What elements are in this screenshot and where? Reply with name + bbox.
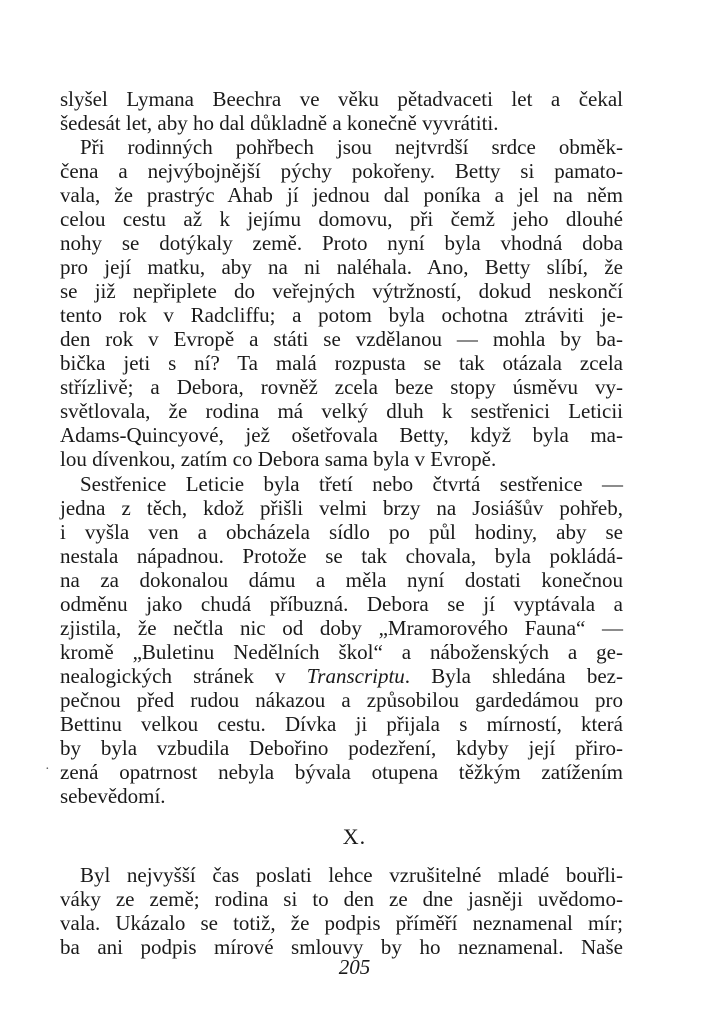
text-segment: nealogických stránek v [60, 664, 307, 688]
text-line: střízlivě; a Debora, rovněž zcela beze stopy úsměvu vy- [60, 375, 623, 399]
text-line: pro její matku, aby na ni naléhala. Ano, Betty slíbí, že [60, 255, 623, 279]
page-number: 205 [338, 955, 371, 979]
text-line: nestala nápadnou. Protože se tak chovala, byla pokládá- [60, 544, 623, 568]
text-line: pečnou před rudou nákazou a způsobilou gardedámou pro [60, 688, 623, 712]
text-line: celou cestu až k jejímu domovu, při čemž jeho dlouhé [60, 207, 623, 231]
text-line: den rok v Evropě a státi se vzdělanou — mohla by ba- [60, 327, 623, 351]
margin-dot: · [45, 762, 50, 777]
text-line: tento rok v Radcliffu; a potom byla ochotna ztráviti je- [60, 303, 623, 327]
text-line [60, 664, 623, 688]
text-line: ba ani podpis mírové smlouvy by ho neznamenal. Naše [60, 935, 623, 959]
text-line: bička jeti s ní? Ta malá rozpusta se tak otázala zcela [60, 351, 623, 375]
paragraph-first-line: Byl nejvyšší čas poslati lehce vzrušitelné mladé bouřli- [80, 863, 623, 887]
text-line: světlovala, že rodina má velký dluh k sestřenici Leticii [60, 399, 623, 423]
text-line: jedna z těch, kdož přišli velmi brzy na Josiášův pohřeb, [60, 496, 623, 520]
text-line: váky ze země; rodina si to den ze dne jasněji uvědomo- [60, 887, 623, 911]
text-line: čena a nejvýbojnější pýchy pokořeny. Betty si pamato- [60, 159, 623, 183]
text-line: lou dívenkou, zatím co Debora sama byla v Evropě. [60, 447, 497, 471]
text-line: kromě „Buletinu Nedělních škol“ a náboženských a ge- [60, 640, 623, 664]
text-line: vala, že prastrýc Ahab jí jednou dal poníka a jel na něm [60, 183, 623, 207]
text-line: nohy se dotýkaly země. Proto nyní byla vhodná doba [60, 231, 623, 255]
text-line: vala. Ukázalo se totiž, že podpis příměří neznamenal mír; [60, 911, 623, 935]
text-line: šedesát let, aby ho dal důkladně a konečně vyvrátiti. [60, 111, 499, 135]
italic-title: Transcriptu [306, 664, 405, 688]
text-line: sebevědomí. [60, 784, 166, 808]
text-line: by byla vzbudila Debořino podezření, kdyby její přiro- [60, 736, 623, 760]
text-line: zená opatrnost nebyla bývala otupena těžkým zatížením [60, 760, 623, 784]
text-line: na za dokonalou dámu a měla nyní dostati konečnou [60, 568, 623, 592]
text-line: i vyšla ven a obcházela sídlo po půl hodiny, aby se [60, 520, 623, 544]
text-line: se již nepřiplete do veřejných výtržností, dokud neskončí [60, 279, 623, 303]
text-line: zjistila, že nečtla nic od doby „Mramorového Fauna“ — [60, 616, 623, 640]
chapter-heading: X. [342, 824, 367, 849]
text-line: Bettinu velkou cestu. Dívka ji přijala s mírností, která [60, 712, 623, 736]
text-line: slyšel Lymana Beechra ve věku pětadvaceti let a čekal [60, 87, 623, 111]
text-segment: . Byla shledána bez- [404, 664, 623, 688]
text-line: Adams-Quincyové, jež ošetřovala Betty, když byla ma- [60, 423, 623, 447]
text-line: odměnu jako chudá příbuzná. Debora se jí vyptávala a [60, 592, 623, 616]
paragraph-first-line: Při rodinných pohřbech jsou nejtvrdší srdce obměk- [80, 135, 623, 159]
paragraph-first-line: Sestřenice Leticie byla třetí nebo čtvrtá sestřenice — [80, 472, 623, 496]
